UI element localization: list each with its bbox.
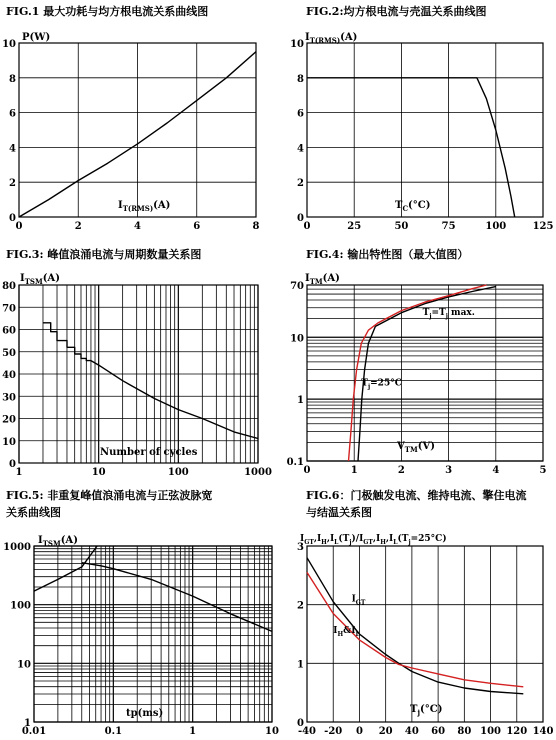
x-tick-label: 125 [532,221,554,232]
y-tick-label: 2 [297,600,304,612]
chart-5-frame [34,546,272,722]
fig5-title-line2: 关系曲线图 [6,506,61,519]
x-tick-label: 75 [441,221,456,232]
y-tick-label: 0 [297,213,304,224]
y-tick-label: 8 [9,73,16,85]
x-tick-label: 5 [539,465,547,476]
chart-5-grid [34,546,272,722]
chart-3-grid [19,285,258,463]
x-tick-label: 6 [193,221,201,232]
fig6-xlabel: $T_j(^\circ C)$ [410,704,443,717]
y-tick-label: 8 [297,73,304,85]
x-tick-label: 4 [492,465,500,476]
fig2-ylabel: $I_{T(RMS)}(A)$ [305,32,358,45]
y-tick-label: 1000 [3,542,31,553]
y-tick-label: 30 [2,392,16,404]
fig4-xlabel: $V_{TM}(V)$ [397,441,435,454]
x-tick-label: 1 [350,465,358,476]
fig6-title-line2: 与结温关系图 [306,506,372,519]
y-tick-label: 10 [290,39,304,50]
x-tick-label: -20 [324,726,343,737]
y-tick-label: 0 [9,459,16,470]
x-tick-label: 60 [431,726,446,737]
fig3-xlabel: Number of cycles [100,447,198,458]
x-tick-label: 4 [134,221,141,232]
fig4-title: FIG.4: 输出特性图（最大值图） [306,248,469,261]
x-tick-label: 10 [265,726,279,737]
fig5-title-line1: FIG.5: 非重复峰值浪涌电流与正弦波脉宽 [6,489,213,502]
fig6-ylabel: $I_{GT},I_H,I_L(T_j)/I_{GT},I_H,I_L(T_j=25^\circ C)$ [300,534,447,546]
fig3-title: FIG.3: 峰值浪涌电流与周期数量关系图 [6,248,202,261]
fig1-xlabel: $I_{T(RMS)}(A)$ [118,200,171,213]
x-tick-label: 80 [457,726,472,737]
x-tick-label: 8 [252,221,260,232]
fig6-curve-label-1: $I_{GT}$ [351,594,366,607]
x-tick-label: 50 [394,221,409,232]
fig5-ylabel: $I_{TSM}(A)$ [38,535,78,548]
y-tick-label: 4 [9,143,16,155]
y-tick-label: 10 [2,39,16,50]
fig6-title-line1: FIG.6：门极触发电流、维持电流、擎住电流 [306,489,527,502]
y-tick-label: 20 [2,414,16,426]
chart-1-grid [19,43,256,217]
fig1-title: FIG.1 最大功耗与均方根电流关系曲线图 [6,5,209,18]
x-tick-label: 100 [167,467,189,478]
x-tick-label: 100 [480,726,501,737]
x-tick-label: -40 [297,726,317,737]
y-tick-label: 0 [9,213,16,224]
fig4-ylabel: $I_{TM}(A)$ [305,273,340,286]
y-tick-label: 6 [297,108,304,120]
x-tick-label: 0.1 [104,726,123,737]
y-tick-label: 80 [2,281,16,292]
chart-2-grid [307,43,543,217]
x-tick-label: 2 [74,221,82,232]
fig4-annotation-2: $T_j=25^\circ C$ [361,378,402,391]
y-tick-label: 1 [24,718,31,729]
x-tick-label: 1000 [244,467,272,478]
x-tick-label: 0 [15,221,23,232]
fig2-xlabel: $T_C(^\circ C)$ [395,200,431,213]
y-tick-label: 50 [2,347,16,359]
y-tick-label: 100 [10,600,31,612]
y-tick-label: 6 [9,108,16,120]
x-tick-label: 2 [397,465,405,476]
chart-2-frame [307,43,543,217]
x-tick-label: 25 [347,221,362,232]
y-tick-label: 70 [290,281,304,292]
x-tick-label: 100 [485,221,507,232]
y-tick-label: 10 [17,659,31,671]
x-tick-label: 140 [532,726,554,737]
x-tick-label: 0 [303,221,311,232]
y-tick-label: 1 [297,659,304,671]
x-tick-label: 120 [506,726,528,737]
y-tick-label: 2 [9,178,16,190]
y-tick-label: 70 [2,303,16,315]
series-line-2 [82,563,272,632]
fig4-annotation-1: $T_j=T_j$ max. [422,307,475,320]
x-tick-label: 0 [355,726,363,737]
y-tick-label: 10 [2,436,16,448]
series-line-1 [34,546,97,591]
y-tick-label: 1 [297,395,304,407]
x-tick-label: 40 [404,726,419,737]
y-tick-label: 10 [290,333,304,345]
x-tick-label: 0 [303,465,311,476]
x-tick-label: 1 [189,726,197,737]
x-tick-label: 1 [15,467,23,478]
fig2-title: FIG.2:均方根电流与壳温关系曲线图 [306,5,487,18]
y-tick-label: 0 [297,718,304,729]
fig3-ylabel: $I_{TSM}(A)$ [20,273,60,286]
fig1-ylabel: P(W) [22,32,51,43]
y-tick-label: 60 [2,325,16,337]
y-tick-label: 0.1 [286,457,304,468]
x-tick-label: 20 [378,726,393,737]
fig6-curve-label-2: $I_H\&I_L$ [333,625,360,638]
x-tick-label: 0.01 [21,726,47,737]
x-tick-label: 3 [445,465,453,476]
y-tick-label: 4 [297,143,304,155]
y-tick-label: 40 [2,370,16,381]
series-line-1 [43,323,258,439]
fig5-xlabel: tp(ms) [126,708,164,719]
x-tick-label: 10 [91,467,106,478]
y-tick-label: 2 [297,178,304,190]
y-tick-label: 3 [297,542,304,553]
